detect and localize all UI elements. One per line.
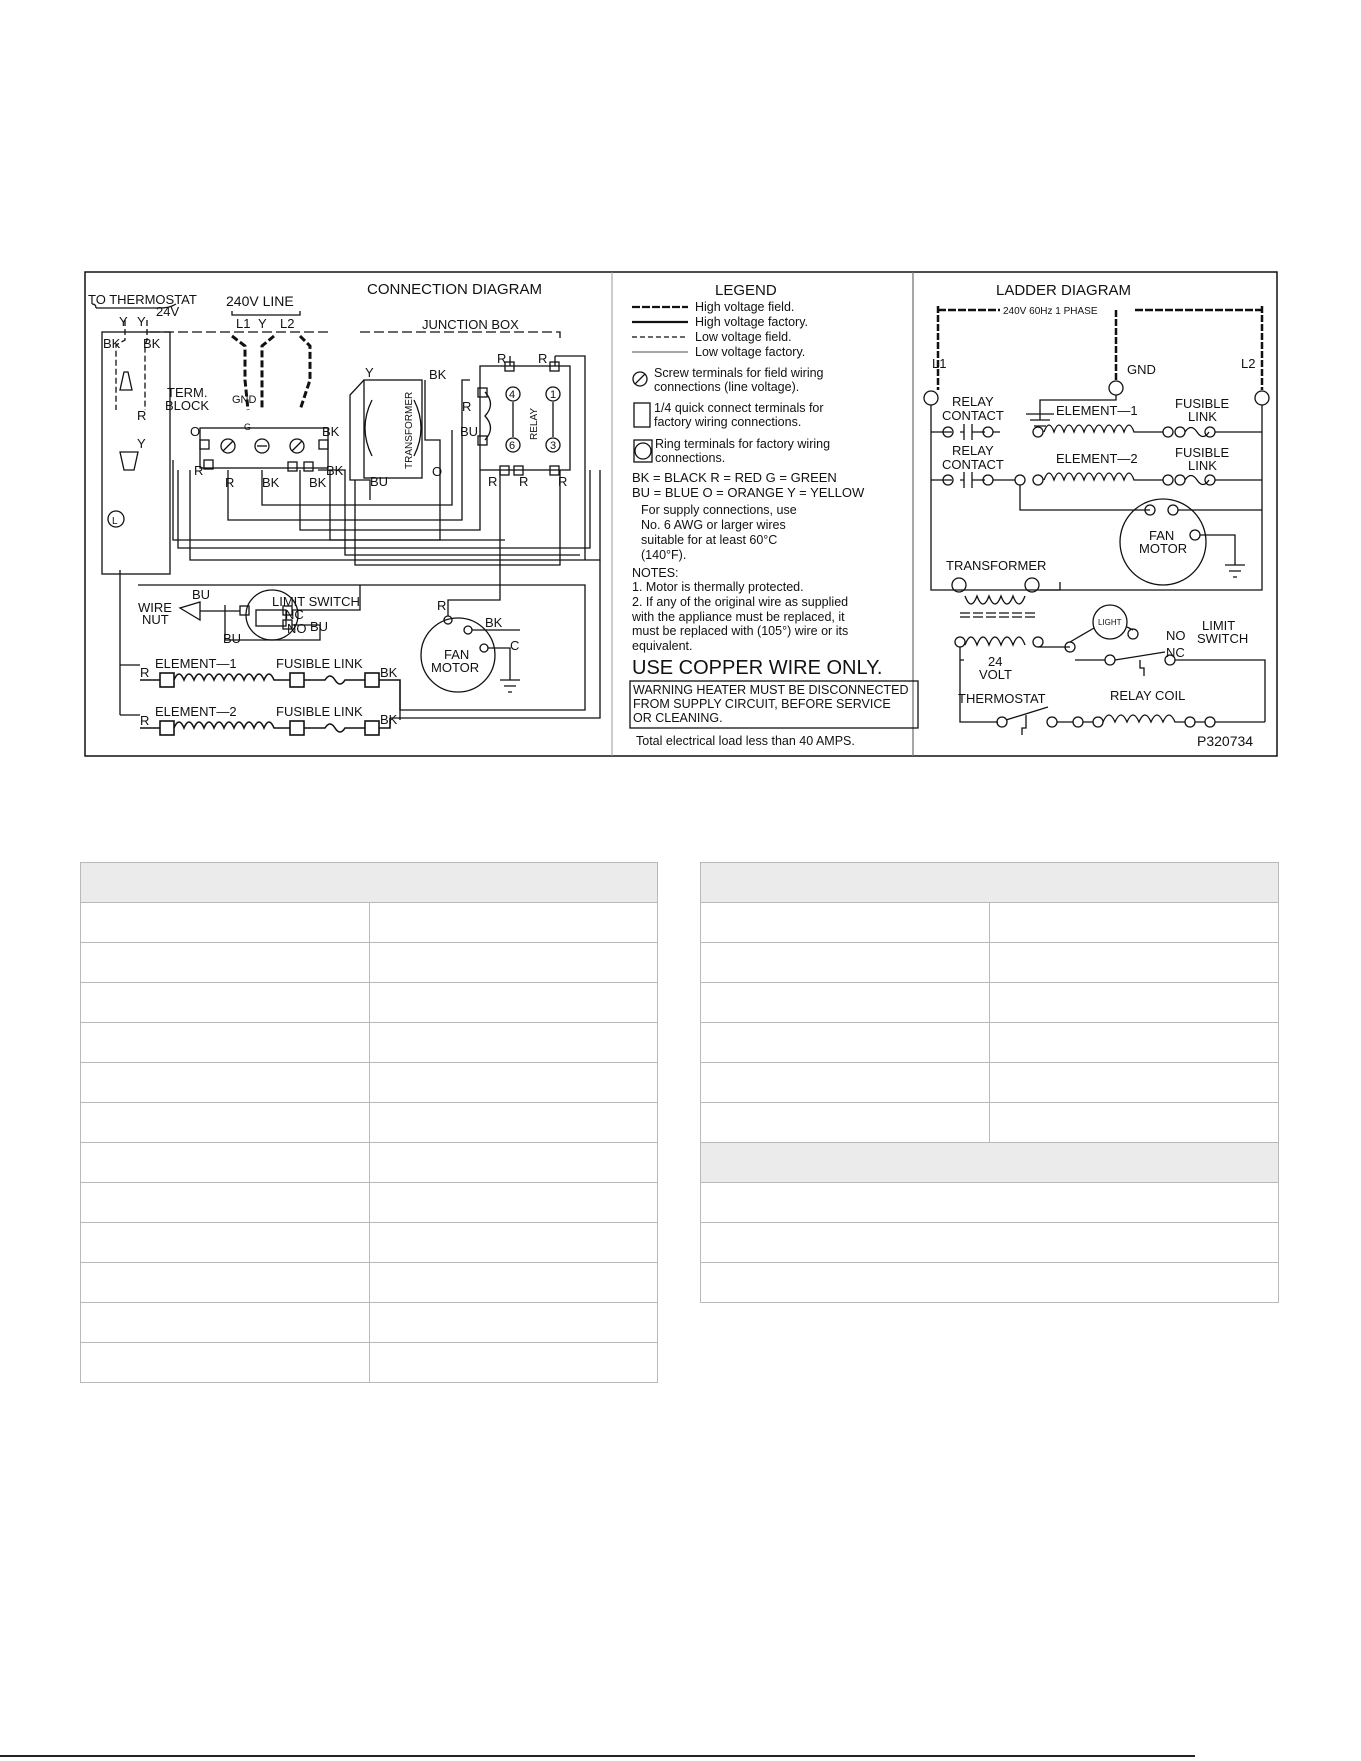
legend-screw-1: Screw terminals for field wiring [654, 366, 824, 380]
ladder-nc-label: NC [1166, 645, 1185, 660]
ladder-l1-label: L1 [932, 356, 947, 371]
term-r2-label: R [225, 475, 235, 490]
table-row [81, 1023, 658, 1063]
motor-label: MOTOR [431, 660, 480, 675]
ladder-fusible2-label: FUSIBLE [1175, 445, 1230, 460]
table-row [701, 1023, 1279, 1063]
limit-nc-label: NC [285, 607, 304, 622]
relay-terminal-6: 6 [509, 440, 516, 452]
fusible-link1-label: FUSIBLE LINK [276, 656, 363, 671]
element1-label: ELEMENT—1 [155, 656, 237, 671]
legend-line-1: High voltage field. [695, 300, 795, 314]
relay-label: RELAY [529, 407, 540, 440]
ladder-title: LADDER DIAGRAM [996, 282, 1132, 299]
table-row [701, 983, 1279, 1023]
fan-label: FAN [444, 647, 470, 662]
element2-r-label: R [140, 713, 150, 728]
ladder-link2-label: LINK [1188, 458, 1217, 473]
legend-quick-2: factory wiring connections. [654, 415, 802, 429]
fan-bk-label: BK [485, 615, 503, 630]
legend-ring-2: connections. [655, 451, 726, 465]
ladder-thermostat-label: THERMOSTAT [958, 691, 1046, 706]
relay-r1-label: R [497, 351, 507, 366]
thermostat-y1-label: Y [119, 314, 128, 329]
wiring-diagram [0, 0, 1361, 760]
term-label: TERM. [167, 385, 208, 400]
relay-terminal-4: 4 [509, 389, 516, 401]
page-footer-rule [0, 1755, 1195, 1757]
relay-r6-label: R [558, 474, 568, 489]
legend-supply-2: No. 6 AWG or larger wires [641, 518, 786, 532]
table-row [81, 1103, 658, 1143]
transformer-label: TRANSFORMER [404, 391, 415, 469]
ladder-fusible1-label: FUSIBLE [1175, 396, 1230, 411]
relay-r2-label: R [538, 351, 548, 366]
table-row [81, 1143, 658, 1183]
term-r1-label: R [194, 463, 204, 478]
table-row [701, 1183, 1279, 1223]
note-4: must be replaced with (105°) wire or its [632, 624, 849, 638]
relay-terminal-1: 1 [550, 389, 557, 401]
limit-bu-label: BU [310, 619, 329, 634]
ladder-light-label: LIGHT [1098, 618, 1122, 627]
warning-line-3: OR CLEANING. [633, 711, 723, 725]
legend-supply-3: suitable for at least 60°C [641, 533, 778, 547]
table-row [701, 1103, 1279, 1143]
line-l1-label: L1 [236, 316, 251, 331]
thermostat-y2-label: Y [137, 314, 146, 329]
relay-r3-label: R [462, 399, 472, 414]
term-o-label: O [190, 424, 201, 439]
legend-colors-2: BU = BLUE O = ORANGE Y = YELLOW [632, 485, 865, 500]
transformer-bu-label: BU [370, 474, 389, 489]
table-row [81, 943, 658, 983]
table-row [81, 1063, 658, 1103]
ladder-element1-label: ELEMENT—1 [1056, 403, 1138, 418]
ladder-relay1-label: RELAY [952, 394, 994, 409]
fan-c-label: C [510, 638, 520, 653]
limit-no-label: NO [287, 621, 307, 636]
note-2: 2. If any of the original wire as supplied [632, 595, 849, 609]
ladder-element2-label: ELEMENT—2 [1056, 451, 1138, 466]
table-row [81, 1183, 658, 1223]
thermostat-bk2-label: BK [143, 336, 161, 351]
warning-line-1: WARNING HEATER MUST BE DISCONNECTED [633, 683, 909, 697]
limit-switch-label: LIMIT SWITCH [272, 594, 360, 609]
ladder-diagram [924, 306, 1269, 735]
spec-table-left [80, 862, 658, 1383]
element2-label: ELEMENT—2 [155, 704, 237, 719]
legend-supply-1: For supply connections, use [641, 503, 797, 517]
wire-bu2-label: BU [223, 631, 242, 646]
table-row [81, 1263, 658, 1303]
relay-r4-label: R [488, 474, 498, 489]
relay-box [480, 366, 570, 470]
thermostat-bk1-label: BK [103, 336, 121, 351]
spec-table-right [700, 862, 1279, 1303]
transformer-o-label: O [432, 464, 443, 479]
table-row [701, 1263, 1279, 1303]
fusible-link2-label: FUSIBLE LINK [276, 704, 363, 719]
table-row [701, 943, 1279, 983]
total-load-notice: Total electrical load less than 40 AMPS. [636, 734, 855, 748]
table-row [701, 1223, 1279, 1263]
ladder-relay-coil-label: RELAY COIL [1110, 688, 1186, 703]
legend-line-4: Low voltage factory. [695, 345, 806, 359]
relay-terminal-3: 3 [550, 440, 557, 452]
term-bk4-label: BK [326, 463, 344, 478]
term-bk2-label: BK [262, 475, 280, 490]
thermostat-y3-label: Y [137, 436, 146, 451]
gnd-label: GND [232, 394, 257, 406]
wire-label: WIRE [138, 600, 172, 615]
legend-quick-1: 1/4 quick connect terminals for [654, 401, 824, 415]
legend-colors-1: BK = BLACK R = RED G = GREEN [632, 470, 837, 485]
table-row [81, 1223, 658, 1263]
ladder-motor-label: MOTOR [1139, 541, 1188, 556]
ladder-switch-label: SWITCH [1197, 631, 1249, 646]
note-3: with the appliance must be replaced, it [632, 610, 845, 624]
ladder-contact2-label: CONTACT [942, 457, 1004, 472]
legend-screw-2: connections (line voltage). [654, 380, 800, 394]
ladder-24-label: 24 [988, 654, 1003, 669]
ladder-volt-label: VOLT [979, 667, 1012, 682]
ladder-contact1-label: CONTACT [942, 408, 1004, 423]
fan-r-label: R [437, 598, 447, 613]
relay-r5-label: R [519, 474, 529, 489]
table-header [701, 863, 1279, 903]
wire-bu1-label: BU [192, 587, 211, 602]
table-row [81, 1343, 658, 1383]
ladder-link1-label: LINK [1188, 409, 1217, 424]
term-bk3-label: BK [309, 475, 327, 490]
element2-bk-label: BK [380, 712, 398, 727]
block-label: BLOCK [165, 398, 210, 413]
term-bk1-label: BK [322, 424, 340, 439]
line-l2-label: L2 [280, 316, 295, 331]
element1-bk-label: BK [380, 665, 398, 680]
legend-line-2: High voltage factory. [695, 315, 809, 329]
thermostat-l-label: L [112, 516, 118, 527]
gnd-g-label: G [244, 422, 252, 432]
line-240v-label: 240V LINE [226, 293, 294, 309]
to-thermostat-label: TO THERMOSTAT [88, 292, 197, 307]
ladder-l2-label: L2 [1241, 356, 1256, 371]
transformer-y-label: Y [365, 365, 374, 380]
thermostat-24v-label: 24V [156, 304, 180, 319]
thermostat-r-label: R [137, 408, 147, 423]
table-row [701, 903, 1279, 943]
ladder-limit-label: LIMIT [1202, 618, 1236, 633]
ladder-relay2-label: RELAY [952, 443, 994, 458]
table-row [81, 1303, 658, 1343]
table-header [701, 1143, 1279, 1183]
notes-title: NOTES: [632, 566, 679, 580]
legend-title: LEGEND [715, 282, 777, 299]
transformer-bk-label: BK [429, 367, 447, 382]
copper-wire-notice: USE COPPER WIRE ONLY. [632, 657, 883, 679]
ladder-gnd-label: GND [1127, 362, 1156, 377]
warning-line-2: FROM SUPPLY CIRCUIT, BEFORE SERVICE [633, 697, 891, 711]
ladder-fan-label: FAN [1149, 528, 1175, 543]
legend-line-3: Low voltage field. [695, 330, 792, 344]
part-number: P320734 [1197, 733, 1254, 749]
junction-box-label: JUNCTION BOX [422, 317, 519, 332]
table-row [81, 983, 658, 1023]
connection-title: CONNECTION DIAGRAM [367, 281, 543, 298]
table-header [81, 863, 658, 903]
legend-supply-4: (140°F). [641, 548, 687, 562]
relay-bu-label: BU [460, 424, 479, 439]
ladder-transformer-label: TRANSFORMER [946, 558, 1047, 573]
table-row [81, 903, 658, 943]
ladder-no-label: NO [1166, 628, 1186, 643]
table-row [701, 1063, 1279, 1103]
note-1: 1. Motor is thermally protected. [632, 580, 804, 594]
note-5: equivalent. [632, 639, 693, 653]
nut-label: NUT [142, 612, 169, 627]
legend-ring-1: Ring terminals for factory wiring [655, 437, 831, 451]
element1-r-label: R [140, 665, 150, 680]
ladder-supply-label: 240V 60Hz 1 PHASE [1003, 306, 1098, 317]
line-y-label: Y [258, 316, 267, 331]
